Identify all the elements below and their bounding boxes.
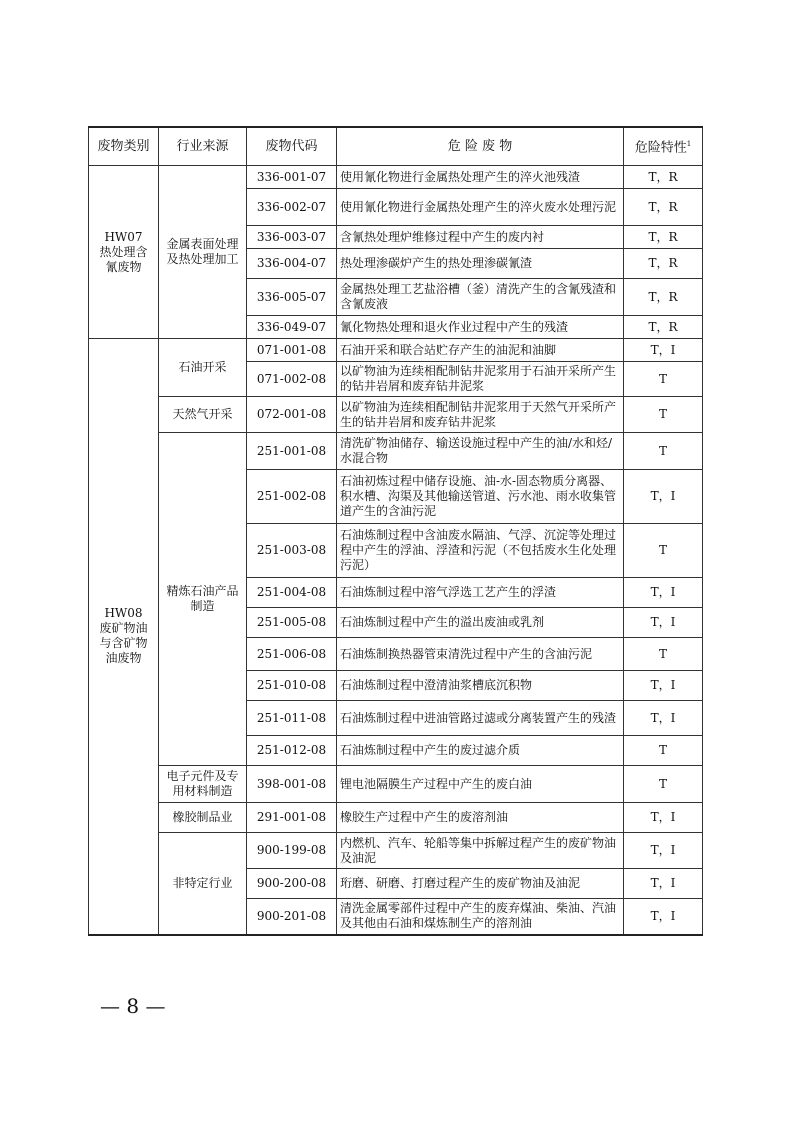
hazard-property: T，R xyxy=(624,279,703,316)
waste-description: 清洗金属零部件过程中产生的废弃煤油、柴油、汽油及其他由石油和煤炼制生产的溶剂油 xyxy=(337,899,624,935)
waste-description: 清洗矿物油储存、输送设施过程中产生的油/水和烃/水混合物 xyxy=(337,433,624,470)
waste-description: 石油炼制过程中进油管路过滤或分离装置产生的残渣 xyxy=(337,701,624,736)
waste-description: 内燃机、汽车、轮船等集中拆解过程产生的废矿物油及油泥 xyxy=(337,833,624,869)
hazard-property: T xyxy=(624,638,703,671)
waste-code: 291-001-08 xyxy=(247,803,337,833)
hazard-property: T，I xyxy=(624,869,703,899)
hazard-property: T，I xyxy=(624,578,703,608)
hazard-property: T xyxy=(624,433,703,470)
hazard-property: T xyxy=(624,736,703,766)
hazard-property: T，I xyxy=(624,701,703,736)
table-row xyxy=(89,803,703,833)
table-row xyxy=(89,166,703,189)
industry-source: 精炼石油产品 制造 xyxy=(159,433,247,766)
header-code: 废物代码 xyxy=(247,127,337,166)
waste-description: 锂电池隔膜生产过程中产生的废白油 xyxy=(337,766,624,803)
waste-description: 石油炼制过程中澄清油浆槽底沉积物 xyxy=(337,671,624,701)
waste-code: 251-006-08 xyxy=(247,638,337,671)
header-waste: 危 险 废 物 xyxy=(337,127,624,166)
hazard-property: T xyxy=(624,524,703,578)
hazard-property: T，I xyxy=(624,339,703,362)
waste-code: 398-001-08 xyxy=(247,766,337,803)
waste-description: 热处理渗碳炉产生的热处理渗碳氰渣 xyxy=(337,249,624,279)
hazard-property: T，I xyxy=(624,833,703,869)
waste-description: 氰化物热处理和退火作业过程中产生的残渣 xyxy=(337,316,624,339)
waste-description: 使用氰化物进行金属热处理产生的淬火池残渣 xyxy=(337,166,624,189)
waste-code: 072-001-08 xyxy=(247,397,337,433)
industry-source: 天然气开采 xyxy=(159,397,247,433)
table-row xyxy=(89,766,703,803)
industry-source: 橡胶制品业 xyxy=(159,803,247,833)
waste-code: 251-005-08 xyxy=(247,608,337,638)
table-body xyxy=(89,166,703,935)
waste-description: 石油开采和联合站贮存产生的油泥和油脚 xyxy=(337,339,624,362)
waste-description: 石油炼制过程中含油废水隔油、气浮、沉淀等处理过程中产生的浮油、浮渣和污泥（不包括废水生化处理污泥） xyxy=(337,524,624,578)
hazard-property: T xyxy=(624,766,703,803)
header-source: 行业来源 xyxy=(159,127,247,166)
waste-code: 336-003-07 xyxy=(247,226,337,249)
waste-code: 336-001-07 xyxy=(247,166,337,189)
waste-code: 071-001-08 xyxy=(247,339,337,362)
table-header-row xyxy=(89,127,703,166)
waste-description: 珩磨、研磨、打磨过程产生的废矿物油及油泥 xyxy=(337,869,624,899)
industry-source: 金属表面处理 及热处理加工 xyxy=(159,166,247,339)
waste-description: 以矿物油为连续相配制钻井泥浆用于石油开采所产生的钻井岩屑和废弃钻井泥浆 xyxy=(337,362,624,397)
industry-source: 非特定行业 xyxy=(159,833,247,935)
waste-description: 橡胶生产过程中产生的废溶剂油 xyxy=(337,803,624,833)
hazardous-waste-table xyxy=(88,126,703,936)
hazard-property: T，I xyxy=(624,899,703,935)
waste-code: 251-011-08 xyxy=(247,701,337,736)
waste-code: 251-004-08 xyxy=(247,578,337,608)
hazard-property: T，I xyxy=(624,803,703,833)
table-row xyxy=(89,397,703,433)
header-property: 危险特性$^1$ xyxy=(624,127,703,166)
hazard-property: T，R xyxy=(624,249,703,279)
waste-code: 336-049-07 xyxy=(247,316,337,339)
waste-description: 石油初炼过程中储存设施、油-水-固态物质分离器、积水槽、沟渠及其他输送管道、污水池、雨水收集管道产生的含油污泥 xyxy=(337,470,624,524)
table-row xyxy=(89,433,703,470)
waste-description: 石油炼制过程中产生的废过滤介质 xyxy=(337,736,624,766)
waste-description: 石油炼制过程中产生的溢出废油或乳剂 xyxy=(337,608,624,638)
hazard-property: T，R xyxy=(624,316,703,339)
waste-code: 900-200-08 xyxy=(247,869,337,899)
waste-description: 以矿物油为连续相配制钻井泥浆用于天然气开采所产生的钻井岩屑和废弃钻井泥浆 xyxy=(337,397,624,433)
waste-code: 071-002-08 xyxy=(247,362,337,397)
waste-description: 石油炼制换热器管束清洗过程中产生的含油污泥 xyxy=(337,638,624,671)
waste-description: 金属热处理工艺盐浴槽（釜）清洗产生的含氰残渣和含氰废液 xyxy=(337,279,624,316)
industry-source: 电子元件及专 用材料制造 xyxy=(159,766,247,803)
waste-category-hw08: HW08 废矿物油 与含矿物 油废物 xyxy=(89,339,159,935)
waste-description: 含氰热处理炉维修过程中产生的废内衬 xyxy=(337,226,624,249)
waste-code: 251-001-08 xyxy=(247,433,337,470)
waste-code: 251-010-08 xyxy=(247,671,337,701)
waste-code: 336-004-07 xyxy=(247,249,337,279)
hazard-property: T，I xyxy=(624,470,703,524)
hazard-property: T，I xyxy=(624,608,703,638)
waste-code: 251-003-08 xyxy=(247,524,337,578)
page-number: — 8 — xyxy=(100,994,166,1018)
waste-code: 900-201-08 xyxy=(247,899,337,935)
industry-source: 石油开采 xyxy=(159,339,247,397)
waste-code: 251-012-08 xyxy=(247,736,337,766)
waste-code: 900-199-08 xyxy=(247,833,337,869)
waste-category-hw07: HW07 热处理含 氰废物 xyxy=(89,166,159,339)
waste-code: 336-005-07 xyxy=(247,279,337,316)
waste-code: 251-002-08 xyxy=(247,470,337,524)
table-row xyxy=(89,339,703,362)
hazard-property: T，R xyxy=(624,226,703,249)
waste-code: 336-002-07 xyxy=(247,189,337,226)
table-row xyxy=(89,833,703,869)
hazard-property: T，R xyxy=(624,166,703,189)
hazard-property: T xyxy=(624,362,703,397)
header-category: 废物类别 xyxy=(89,127,159,166)
hazard-property: T，R xyxy=(624,189,703,226)
hazard-property: T xyxy=(624,397,703,433)
waste-description: 石油炼制过程中溶气浮选工艺产生的浮渣 xyxy=(337,578,624,608)
waste-description: 使用氰化物进行金属热处理产生的淬火废水处理污泥 xyxy=(337,189,624,226)
hazard-property: T，I xyxy=(624,671,703,701)
